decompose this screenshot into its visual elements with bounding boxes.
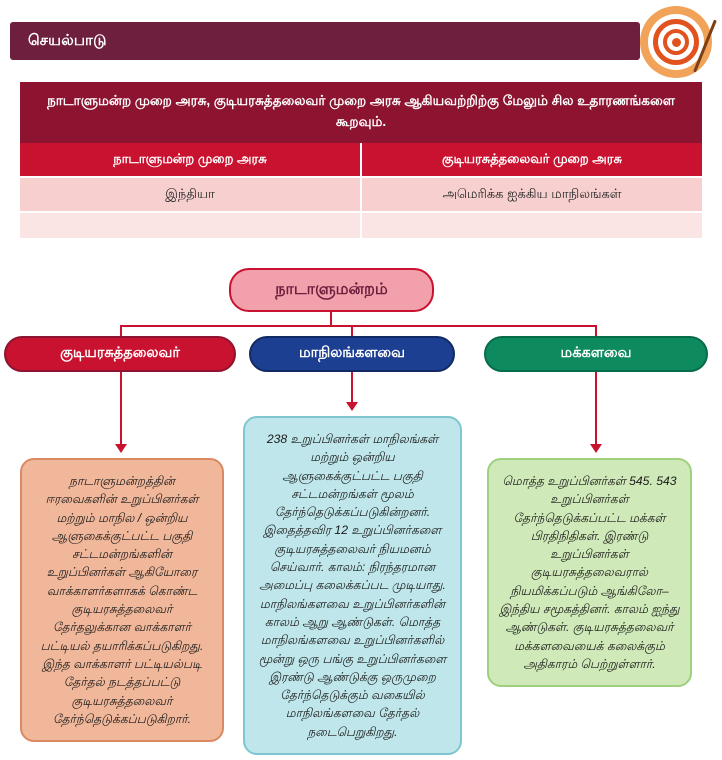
flow-node-parliament: நாடாளுமன்றம் xyxy=(229,268,434,312)
flow-node-rajya-sabha: மாநிலங்களவை xyxy=(249,336,455,372)
table-header-presidential: குடியரசுத்தலைவர் முறை அரசு xyxy=(361,143,702,177)
connector-branch-mid xyxy=(351,325,353,336)
parliament-flowchart xyxy=(0,268,722,760)
flow-card-rajya-sabha: 238 உறுப்பினர்கள் மாநிலங்கள் மற்றும் ஒன்றிய ஆளுகைக்குட்பட்ட பகுதி சட்டமன்றங்கள் மூலம் தேர்ந்தெடுக்கப்படுகின்றனர். இதைத்தவிர 12 உறுப்பினர்களை குடியரசுத்தலைவர் நியமனம் செய்வார். காலம்: நிரந்தரமான அமைப்பு கலைக்கப்பட முடியாது. மாநிலங்களவை உறுப்பினர்களின் காலம் ஆறு ஆண்டுகள். மொத்த மாநிலங்களவை உறுப்பினர்களில் மூன்று ஒரு பங்கு உறுப்பினர்களை இரண்டு ஆண்டுக்கு ஒருமுறை தேர்ந்தெடுக்கும் வகையில் மாநிலங்களவை தேர்தல் நடைபெறுகிறது. xyxy=(243,416,462,755)
table-cell-parliamentary-example: இந்தியா xyxy=(20,177,361,212)
comparison-table xyxy=(20,143,702,238)
table-row xyxy=(20,177,702,212)
arrow-rajya-icon xyxy=(346,402,358,411)
flow-node-lok-sabha: மக்களவை xyxy=(484,336,708,372)
arrow-president-icon xyxy=(115,444,127,453)
connector-president-vertical xyxy=(120,372,122,444)
flow-card-lok-sabha: மொத்த உறுப்பினர்கள் 545. 543 உறுப்பினர்கள் தேர்ந்தெடுக்கப்பட்ட மக்கள் பிரதிநிதிகள். இரண்டு உறுப்பினர்கள் குடியரசுத்தலைவரால் நியமிக்கப்படும் ஆங்கிலோ–இந்திய சமூகத்தினர். காலம் ஐந்து ஆண்டுகள். குடியரசுத்தலைவர் மக்களவையைக் கலைக்கும் அதிகாரம் பெற்றுள்ளார். xyxy=(487,458,692,687)
table-cell-presidential-example: அமெரிக்க ஐக்கிய மாநிலங்கள் xyxy=(361,177,702,212)
flow-card-president: நாடாளுமன்றத்தின் ஈரவைகளின் உறுப்பினர்கள் மற்றும் மாநில / ஒன்றிய ஆளுகைக்குட்பட்ட பகுதி சட்டமன்றங்களின் உறுப்பினர்கள் ஆகியோரை வாக்காளர்களாகக் கொண்ட குடியரசுத்தலைவர் தேர்தலுக்கான வாக்காளர் பட்டியல் தயாரிக்கப்படுகிறது. இந்த வாக்காளர் பட்டியல்படி தேர்தல் நடத்தப்பட்டு குடியரசுத்தலைவர் தேர்ந்தெடுக்கப்படுகிறார். xyxy=(20,458,224,742)
activity-header-bar xyxy=(10,22,640,60)
table-header-parliamentary: நாடாளுமன்ற முறை அரசு xyxy=(20,143,361,177)
target-bullseye xyxy=(672,38,681,47)
connector-horizontal xyxy=(120,325,596,327)
table-cell-blank-right[interactable] xyxy=(361,212,702,238)
connector-branch-left xyxy=(120,325,122,336)
target-ring-outer xyxy=(648,14,704,70)
connector-lok-vertical xyxy=(595,372,597,444)
connector-branch-right xyxy=(595,325,597,336)
connector-root-vertical xyxy=(330,312,332,326)
activity-prompt: நாடாளுமன்ற முறை அரசு, குடியரசுத்தலைவர் முறை அரசு ஆகியவற்றிற்கு மேலும் சில உதாரணங்களை கூறவும். xyxy=(20,82,702,144)
target-ring-inner xyxy=(663,29,689,55)
table-header-row xyxy=(20,143,702,177)
connector-rajya-vertical xyxy=(351,372,353,402)
target-icon xyxy=(640,6,712,78)
table-cell-blank-left[interactable] xyxy=(20,212,361,238)
flow-node-president: குடியரசுத்தலைவர் xyxy=(4,336,236,372)
activity-label: செயல்பாடு xyxy=(28,31,107,49)
arrow-lok-icon xyxy=(590,444,602,453)
table-row-blank[interactable] xyxy=(20,212,702,238)
target-ring-mid xyxy=(653,19,699,65)
